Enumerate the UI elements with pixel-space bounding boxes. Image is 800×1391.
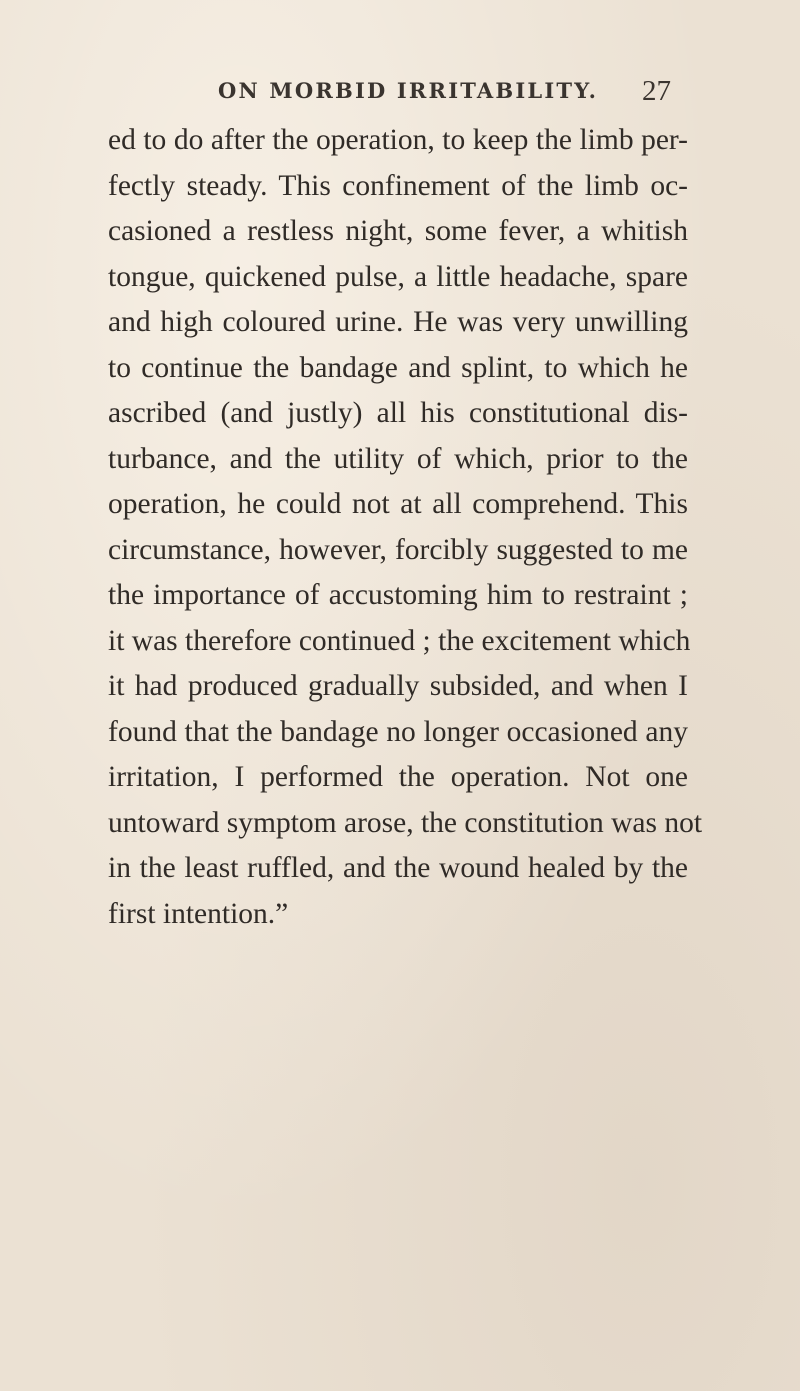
text-line: it was therefore continued ; the excitement which <box>108 624 691 657</box>
running-title: ON MORBID IRRITABILITY. <box>218 78 599 103</box>
running-head <box>0 75 800 110</box>
text-line: to continue the bandage and splint, to which he <box>108 351 688 384</box>
text-line: irritation, I performed the operation. Not one <box>108 761 688 793</box>
text-line: found that the bandage no longer occasioned any <box>108 715 688 748</box>
text-line-last: first intention.” <box>108 897 289 930</box>
text-line: the importance of accustoming him to restraint ; <box>108 579 688 611</box>
text-line: circumstance, however, forcibly suggested to me <box>108 533 688 566</box>
body-text <box>108 118 703 937</box>
text-line: in the least ruffled, and the wound healed by the <box>108 852 688 884</box>
text-line: and high coloured urine. He was very unwilling <box>108 306 688 338</box>
text-line: ascribed (and justly) all his constitutional dis- <box>108 397 688 429</box>
text-line: operation, he could not at all comprehend. This <box>108 488 688 520</box>
text-line: turbance, and the utility of which, prior to the <box>108 442 688 475</box>
text-line: fectly steady. This confinement of the limb oc- <box>108 169 688 202</box>
text-line: tongue, quickened pulse, a little headache, spare <box>108 260 688 293</box>
text-line: untoward symptom arose, the constitution was not <box>108 806 703 839</box>
page-number: 27 <box>642 75 671 107</box>
text-line: ed to do after the operation, to keep the limb per- <box>108 124 688 156</box>
text-line: casioned a restless night, some fever, a whitish <box>108 215 688 247</box>
text-line: it had produced gradually subsided, and when I <box>108 670 688 702</box>
